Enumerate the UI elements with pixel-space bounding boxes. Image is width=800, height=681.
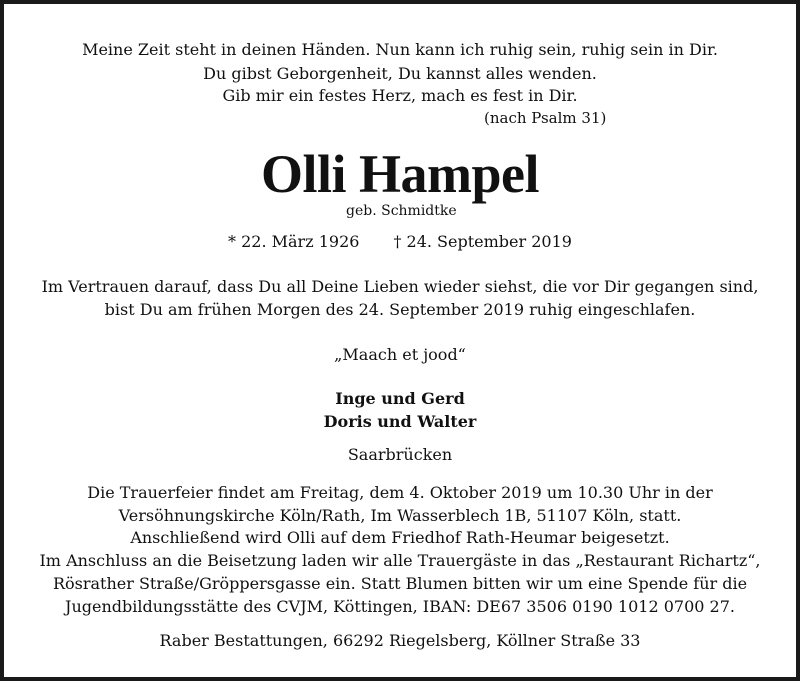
birth-name: geb. Schmidtke bbox=[346, 203, 457, 219]
verse-source: (nach Psalm 31) bbox=[484, 109, 607, 127]
funeral-line-5: Rösrather Straße/Gröppersgasse ein. Statt Blumen bitten wir um eine Spende für die bbox=[52, 574, 748, 593]
life-dates bbox=[4, 231, 796, 253]
mourner-line-1: Inge und Gerd bbox=[335, 389, 465, 408]
verse-line-1: Meine Zeit steht in deinen Händen. Nun kann ich ruhig sein, ruhig sein in Dir. bbox=[82, 40, 718, 59]
quote: „Maach et jood“ bbox=[334, 345, 466, 364]
funeral-line-1: Die Trauerfeier findet am Freitag, dem 4. Oktober 2019 um 10.30 Uhr in der bbox=[87, 483, 713, 502]
mourner-line-2: Doris und Walter bbox=[323, 412, 477, 431]
message-line-2: bist Du am frühen Morgen des 24. September 2019 ruhig eingeschlafen. bbox=[104, 300, 696, 319]
mourner-location: Saarbrücken bbox=[347, 445, 453, 464]
message-line-1: Im Vertrauen darauf, dass Du all Deine Lieben wieder siehst, die vor Dir gegangen sind, bbox=[41, 277, 759, 296]
verse-line-3: Gib mir ein festes Herz, mach es fest in Dir. bbox=[222, 86, 578, 105]
funeral-line-3: Anschließend wird Olli auf dem Friedhof Rath-Heumar beigesetzt. bbox=[130, 528, 670, 547]
birth-date: * 22. März 1926 bbox=[228, 232, 360, 251]
funeral-line-6: Jugendbildungsstätte des CVJM, Köttingen, IBAN: DE67 3506 0190 1012 0700 27. bbox=[65, 597, 735, 616]
funeral-line-2: Versöhnungskirche Köln/Rath, Im Wasserblech 1B, 51107 Köln, statt. bbox=[118, 506, 682, 525]
deceased-name: Olli Hampel bbox=[261, 144, 539, 204]
undertaker: Raber Bestattungen, 66292 Riegelsberg, Köllner Straße 33 bbox=[159, 631, 641, 650]
death-date: † 24. September 2019 bbox=[393, 232, 572, 251]
funeral-line-4: Im Anschluss an die Beisetzung laden wir alle Trauergäste in das „Restaurant Richartz“, bbox=[39, 551, 761, 570]
verse-line-2: Du gibst Geborgenheit, Du kannst alles wenden. bbox=[203, 64, 597, 83]
